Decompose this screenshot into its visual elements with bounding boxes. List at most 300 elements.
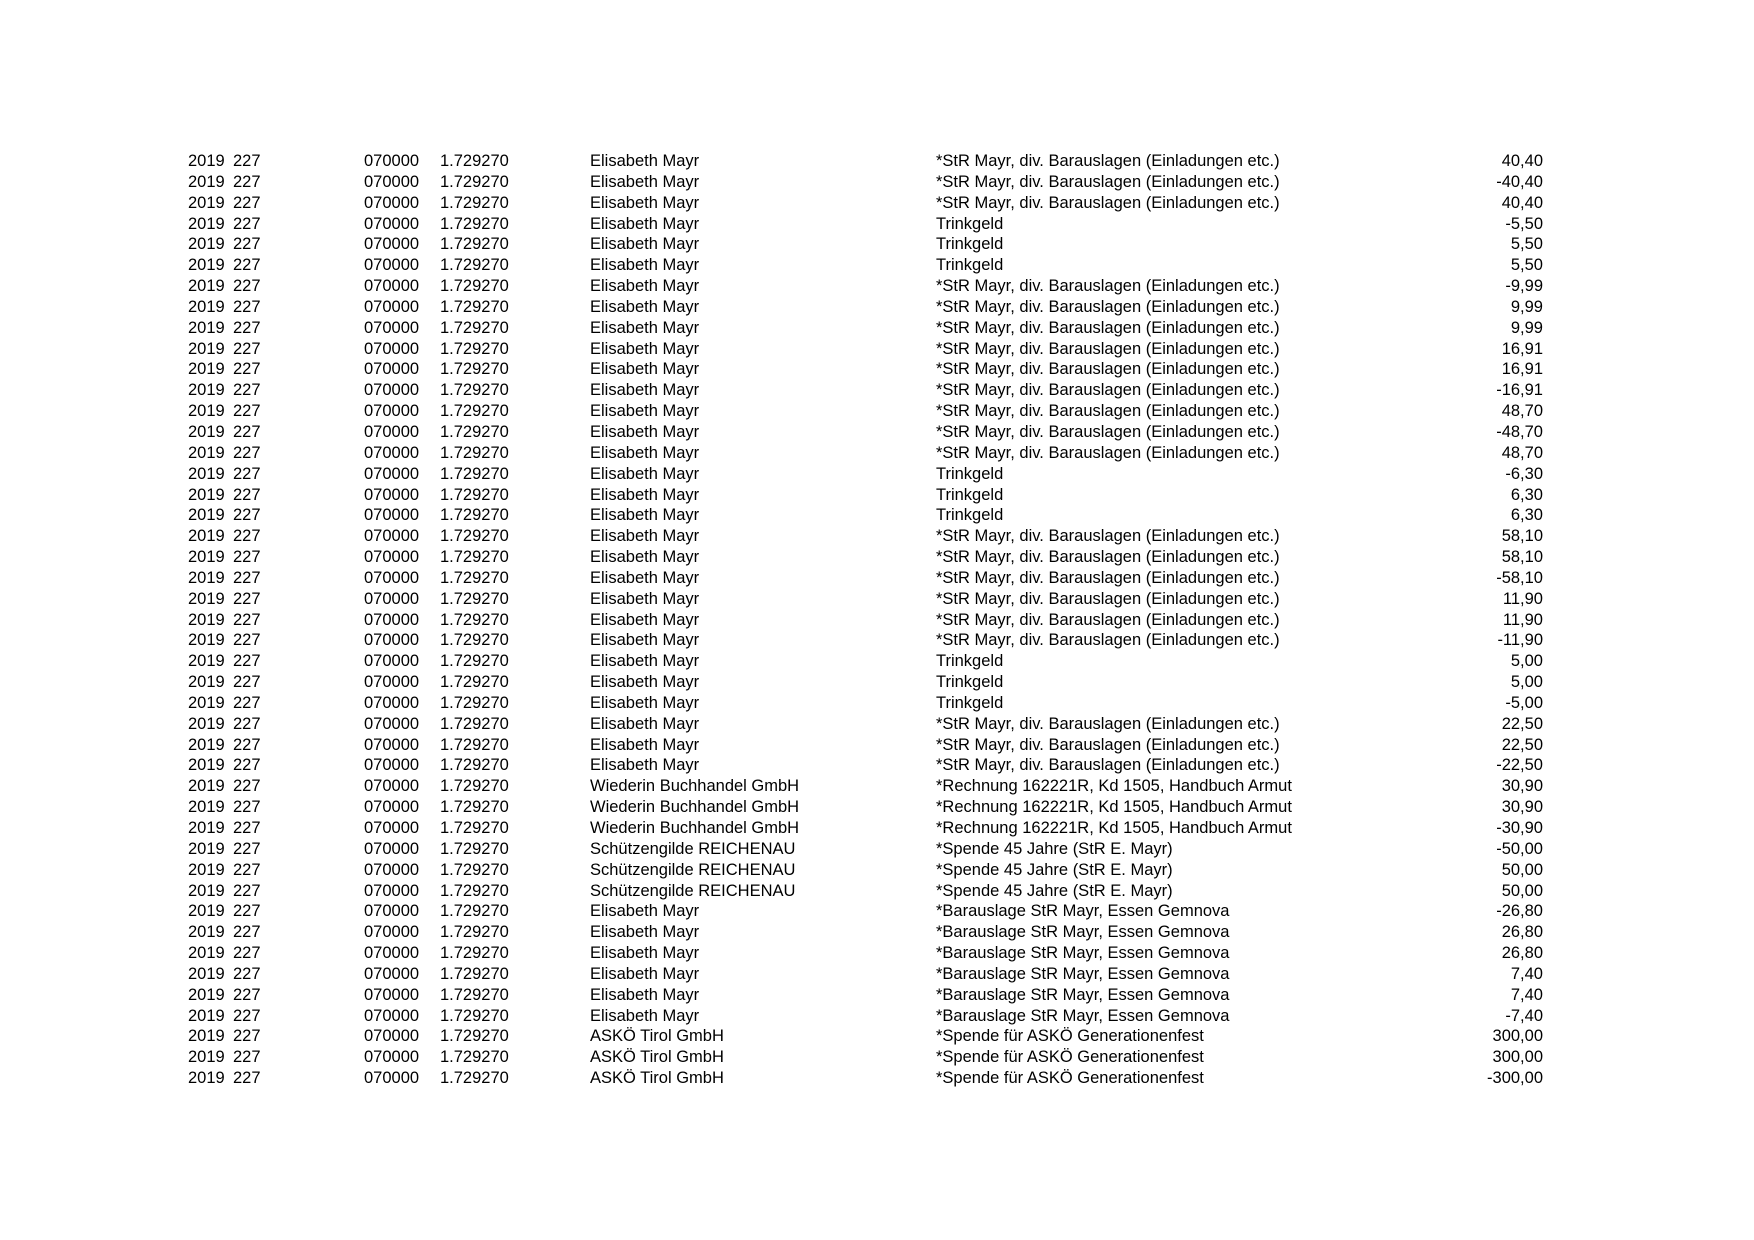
row-description: Trinkgeld [936,673,1004,692]
row-description: Trinkgeld [936,256,1004,275]
row-year: 2019 [188,1048,225,1067]
row-name: Elisabeth Mayr [590,548,700,567]
row-amount: 7,40 [1510,985,1543,1004]
table-row [0,1047,1754,1068]
row-amount: 5,00 [1510,652,1543,671]
table-row [0,860,1754,881]
row-code: 227 [233,589,261,608]
row-number: 1.729270 [440,610,509,629]
row-name: Elisabeth Mayr [590,1006,700,1025]
row-number: 1.729270 [440,277,509,296]
row-description: *StR Mayr, div. Barauslagen (Einladungen etc.) [936,548,1280,567]
row-account: 070000 [364,235,420,254]
row-name: Elisabeth Mayr [590,902,700,921]
row-account: 070000 [364,214,420,233]
row-code: 227 [233,985,261,1004]
row-description: Trinkgeld [936,214,1004,233]
row-account: 070000 [364,152,420,170]
table-row [0,1068,1754,1089]
row-year: 2019 [188,485,225,504]
row-code: 227 [233,1027,261,1046]
table-row [0,776,1754,797]
row-code: 227 [233,1006,261,1025]
row-name: Elisabeth Mayr [590,610,700,629]
row-number: 1.729270 [440,756,509,775]
row-name: Elisabeth Mayr [590,381,700,400]
row-code: 227 [233,819,261,837]
table-row [0,255,1754,276]
row-name: Elisabeth Mayr [590,402,700,421]
row-year: 2019 [188,381,225,400]
table-row [0,214,1754,235]
row-year: 2019 [188,548,225,567]
row-account: 070000 [364,902,420,921]
row-year: 2019 [188,631,225,650]
row-year: 2019 [188,610,225,629]
row-account: 070000 [364,422,420,441]
row-amount: 300,00 [1492,1048,1543,1067]
row-account: 070000 [364,485,420,504]
row-account: 070000 [364,277,420,296]
row-code: 227 [233,297,261,316]
row-year: 2019 [188,527,225,546]
table-row [0,881,1754,902]
row-account: 070000 [364,631,420,650]
row-account: 070000 [364,923,420,942]
row-amount: -50,00 [1496,839,1543,858]
row-year: 2019 [188,172,225,191]
row-account: 070000 [364,506,420,525]
row-number: 1.729270 [440,464,509,483]
row-number: 1.729270 [440,1069,509,1088]
row-code: 227 [233,527,261,546]
row-number: 1.729270 [440,589,509,608]
row-account: 070000 [364,172,420,191]
row-name: Elisabeth Mayr [590,256,700,275]
row-amount: -6,30 [1505,464,1543,483]
table-row [0,797,1754,818]
row-year: 2019 [188,589,225,608]
table-row [0,547,1754,568]
row-number: 1.729270 [440,714,509,733]
row-name: Elisabeth Mayr [590,527,700,546]
table-row [0,651,1754,672]
row-amount: -58,10 [1496,568,1543,587]
row-amount: -5,50 [1505,214,1543,233]
row-description: *Barauslage StR Mayr, Essen Gemnova [936,985,1230,1004]
row-number: 1.729270 [440,777,509,796]
row-amount: -11,90 [1497,631,1543,650]
row-description: Trinkgeld [936,235,1004,254]
table-row [0,443,1754,464]
row-code: 227 [233,735,261,754]
row-name: Elisabeth Mayr [590,964,700,983]
row-number: 1.729270 [440,256,509,275]
row-amount: -16,91 [1496,381,1543,400]
table-row [0,1026,1754,1047]
row-description: *StR Mayr, div. Barauslagen (Einladungen etc.) [936,152,1280,170]
row-number: 1.729270 [440,318,509,337]
row-year: 2019 [188,819,225,837]
row-description: Trinkgeld [936,652,1004,671]
row-year: 2019 [188,214,225,233]
row-amount: 58,10 [1501,548,1543,567]
row-amount: 30,90 [1501,798,1543,817]
row-amount: 300,00 [1492,1027,1543,1046]
row-code: 227 [233,402,261,421]
row-name: Elisabeth Mayr [590,673,700,692]
row-year: 2019 [188,985,225,1004]
row-number: 1.729270 [440,735,509,754]
row-amount: 6,30 [1510,506,1543,525]
row-year: 2019 [188,944,225,963]
row-amount: -40,40 [1496,172,1543,191]
row-name: Elisabeth Mayr [590,339,700,358]
row-amount: 48,70 [1501,443,1543,462]
row-description: *StR Mayr, div. Barauslagen (Einladungen etc.) [936,360,1280,379]
row-year: 2019 [188,673,225,692]
row-description: Trinkgeld [936,506,1004,525]
row-amount: 6,30 [1510,485,1543,504]
row-code: 227 [233,193,261,212]
table-row [0,318,1754,339]
row-code: 227 [233,506,261,525]
row-name: ASKÖ Tirol GmbH [590,1027,724,1046]
row-amount: 26,80 [1501,944,1543,963]
row-year: 2019 [188,235,225,254]
row-account: 070000 [364,798,420,817]
table-row [0,630,1754,651]
row-name: Elisabeth Mayr [590,214,700,233]
table-row [0,193,1754,214]
row-amount: 5,00 [1510,673,1543,692]
row-number: 1.729270 [440,985,509,1004]
table-row [0,755,1754,776]
row-code: 227 [233,381,261,400]
row-account: 070000 [364,881,420,900]
row-description: *StR Mayr, div. Barauslagen (Einladungen etc.) [936,193,1280,212]
row-year: 2019 [188,693,225,712]
row-number: 1.729270 [440,443,509,462]
row-year: 2019 [188,339,225,358]
row-description: *Spende für ASKÖ Generationenfest [936,1027,1204,1046]
row-account: 070000 [364,1027,420,1046]
row-account: 070000 [364,735,420,754]
row-name: Elisabeth Mayr [590,318,700,337]
row-number: 1.729270 [440,693,509,712]
row-year: 2019 [188,422,225,441]
row-code: 227 [233,798,261,817]
row-number: 1.729270 [440,297,509,316]
row-code: 227 [233,714,261,733]
table-row [0,485,1754,506]
row-name: Elisabeth Mayr [590,985,700,1004]
row-code: 227 [233,548,261,567]
row-amount: 5,50 [1510,235,1543,254]
table-row [0,693,1754,714]
row-code: 227 [233,610,261,629]
row-code: 227 [233,235,261,254]
row-name: Wiederin Buchhandel GmbH [590,798,800,817]
table-row [0,672,1754,693]
row-account: 070000 [364,318,420,337]
row-year: 2019 [188,360,225,379]
row-description: *StR Mayr, div. Barauslagen (Einladungen etc.) [936,172,1280,191]
row-description: *StR Mayr, div. Barauslagen (Einladungen etc.) [936,610,1280,629]
row-description: Trinkgeld [936,485,1004,504]
row-name: Elisabeth Mayr [590,923,700,942]
row-description: *StR Mayr, div. Barauslagen (Einladungen etc.) [936,527,1280,546]
row-amount: 50,00 [1501,881,1543,900]
row-year: 2019 [188,714,225,733]
row-description: *StR Mayr, div. Barauslagen (Einladungen etc.) [936,339,1280,358]
row-name: Elisabeth Mayr [590,568,700,587]
row-account: 070000 [364,673,420,692]
row-account: 070000 [364,839,420,858]
row-account: 070000 [364,652,420,671]
row-year: 2019 [188,923,225,942]
row-year: 2019 [188,735,225,754]
row-description: *Spende für ASKÖ Generationenfest [936,1069,1204,1088]
row-code: 227 [233,860,261,879]
row-account: 070000 [364,860,420,879]
row-number: 1.729270 [440,381,509,400]
row-number: 1.729270 [440,819,509,837]
row-amount: 40,40 [1501,193,1543,212]
row-number: 1.729270 [440,902,509,921]
row-year: 2019 [188,256,225,275]
row-code: 227 [233,902,261,921]
row-account: 070000 [364,464,420,483]
row-code: 227 [233,673,261,692]
row-description: *StR Mayr, div. Barauslagen (Einladungen etc.) [936,589,1280,608]
row-description: Trinkgeld [936,464,1004,483]
row-amount: 16,91 [1501,360,1543,379]
table-row [0,359,1754,380]
row-number: 1.729270 [440,964,509,983]
row-name: Elisabeth Mayr [590,235,700,254]
row-code: 227 [233,464,261,483]
row-number: 1.729270 [440,839,509,858]
row-amount: -7,40 [1505,1006,1543,1025]
row-code: 227 [233,881,261,900]
row-description: *StR Mayr, div. Barauslagen (Einladungen etc.) [936,402,1280,421]
row-description: *Spende für ASKÖ Generationenfest [936,1048,1204,1067]
table-row [0,985,1754,1006]
row-year: 2019 [188,1006,225,1025]
table-row [0,901,1754,922]
row-code: 227 [233,443,261,462]
row-name: Wiederin Buchhandel GmbH [590,819,800,837]
row-year: 2019 [188,777,225,796]
row-name: Wiederin Buchhandel GmbH [590,777,800,796]
table-row [0,505,1754,526]
row-account: 070000 [364,360,420,379]
row-code: 227 [233,422,261,441]
row-number: 1.729270 [440,860,509,879]
row-amount: 11,90 [1502,589,1543,608]
row-number: 1.729270 [440,506,509,525]
row-number: 1.729270 [440,360,509,379]
row-year: 2019 [188,652,225,671]
row-number: 1.729270 [440,527,509,546]
row-description: *Barauslage StR Mayr, Essen Gemnova [936,923,1230,942]
row-description: *StR Mayr, div. Barauslagen (Einladungen etc.) [936,714,1280,733]
table-row [0,839,1754,860]
row-description: *Rechnung 162221R, Kd 1505, Handbuch Armut [936,777,1292,796]
row-year: 2019 [188,318,225,337]
table-row [0,714,1754,735]
row-name: Elisabeth Mayr [590,193,700,212]
table-row [0,818,1754,839]
table-row [0,276,1754,297]
row-number: 1.729270 [440,193,509,212]
row-name: ASKÖ Tirol GmbH [590,1069,724,1088]
ledger-table [0,151,1754,1089]
row-account: 070000 [364,527,420,546]
row-code: 227 [233,256,261,275]
row-number: 1.729270 [440,422,509,441]
row-amount: 58,10 [1501,527,1543,546]
row-account: 070000 [364,339,420,358]
row-code: 227 [233,631,261,650]
row-year: 2019 [188,277,225,296]
row-year: 2019 [188,464,225,483]
table-row [0,568,1754,589]
row-name: Elisabeth Mayr [590,464,700,483]
row-code: 227 [233,756,261,775]
row-code: 227 [233,485,261,504]
row-number: 1.729270 [440,214,509,233]
row-year: 2019 [188,839,225,858]
row-year: 2019 [188,1027,225,1046]
row-code: 227 [233,1069,261,1088]
table-row [0,943,1754,964]
row-description: *StR Mayr, div. Barauslagen (Einladungen etc.) [936,568,1280,587]
row-year: 2019 [188,568,225,587]
row-account: 070000 [364,443,420,462]
row-code: 227 [233,652,261,671]
row-number: 1.729270 [440,172,509,191]
table-row [0,464,1754,485]
table-row [0,380,1754,401]
row-code: 227 [233,172,261,191]
row-description: *Barauslage StR Mayr, Essen Gemnova [936,1006,1230,1025]
row-name: Elisabeth Mayr [590,152,700,170]
row-code: 227 [233,360,261,379]
row-year: 2019 [188,297,225,316]
row-code: 227 [233,964,261,983]
table-row [0,151,1754,172]
row-account: 070000 [364,589,420,608]
table-row [0,172,1754,193]
row-number: 1.729270 [440,1006,509,1025]
table-row [0,297,1754,318]
row-code: 227 [233,923,261,942]
row-year: 2019 [188,1069,225,1088]
row-account: 070000 [364,714,420,733]
table-row [0,1006,1754,1027]
row-account: 070000 [364,777,420,796]
row-code: 227 [233,339,261,358]
row-account: 070000 [364,985,420,1004]
row-amount: 22,50 [1501,735,1543,754]
row-amount: 9,99 [1510,297,1543,316]
row-amount: 22,50 [1501,714,1543,733]
row-name: Elisabeth Mayr [590,735,700,754]
table-row [0,339,1754,360]
row-number: 1.729270 [440,548,509,567]
row-account: 070000 [364,381,420,400]
row-number: 1.729270 [440,631,509,650]
row-account: 070000 [364,1048,420,1067]
row-code: 227 [233,693,261,712]
row-number: 1.729270 [440,402,509,421]
row-account: 070000 [364,1006,420,1025]
row-number: 1.729270 [440,152,509,170]
row-amount: -26,80 [1496,902,1543,921]
row-code: 227 [233,214,261,233]
row-amount: 30,90 [1501,777,1543,796]
row-year: 2019 [188,506,225,525]
row-name: Schützengilde REICHENAU [590,881,796,900]
row-amount: -9,99 [1505,277,1543,296]
row-name: Elisabeth Mayr [590,485,700,504]
row-number: 1.729270 [440,339,509,358]
row-name: Elisabeth Mayr [590,631,700,650]
row-year: 2019 [188,902,225,921]
row-code: 227 [233,777,261,796]
row-year: 2019 [188,798,225,817]
row-account: 070000 [364,610,420,629]
row-description: *StR Mayr, div. Barauslagen (Einladungen etc.) [936,756,1280,775]
row-number: 1.729270 [440,923,509,942]
row-name: Elisabeth Mayr [590,360,700,379]
row-year: 2019 [188,860,225,879]
row-name: Elisabeth Mayr [590,693,700,712]
row-name: Elisabeth Mayr [590,172,700,191]
row-account: 070000 [364,964,420,983]
row-name: Elisabeth Mayr [590,756,700,775]
table-row [0,526,1754,547]
row-account: 070000 [364,819,420,837]
row-name: Elisabeth Mayr [590,506,700,525]
row-account: 070000 [364,402,420,421]
row-code: 227 [233,944,261,963]
row-account: 070000 [364,193,420,212]
row-description: *Rechnung 162221R, Kd 1505, Handbuch Armut [936,798,1292,817]
row-number: 1.729270 [440,944,509,963]
row-amount: -48,70 [1496,422,1543,441]
row-amount: 7,40 [1510,964,1543,983]
row-description: Trinkgeld [936,693,1004,712]
table-row [0,422,1754,443]
row-number: 1.729270 [440,798,509,817]
row-amount: 48,70 [1501,402,1543,421]
row-account: 070000 [364,256,420,275]
row-name: Elisabeth Mayr [590,714,700,733]
row-amount: -5,00 [1505,693,1543,712]
row-code: 227 [233,277,261,296]
row-description: *StR Mayr, div. Barauslagen (Einladungen etc.) [936,318,1280,337]
row-amount: 11,90 [1502,610,1543,629]
row-name: Elisabeth Mayr [590,443,700,462]
row-name: Elisabeth Mayr [590,589,700,608]
row-year: 2019 [188,443,225,462]
row-year: 2019 [188,756,225,775]
row-code: 227 [233,152,261,170]
row-amount: 9,99 [1510,318,1543,337]
